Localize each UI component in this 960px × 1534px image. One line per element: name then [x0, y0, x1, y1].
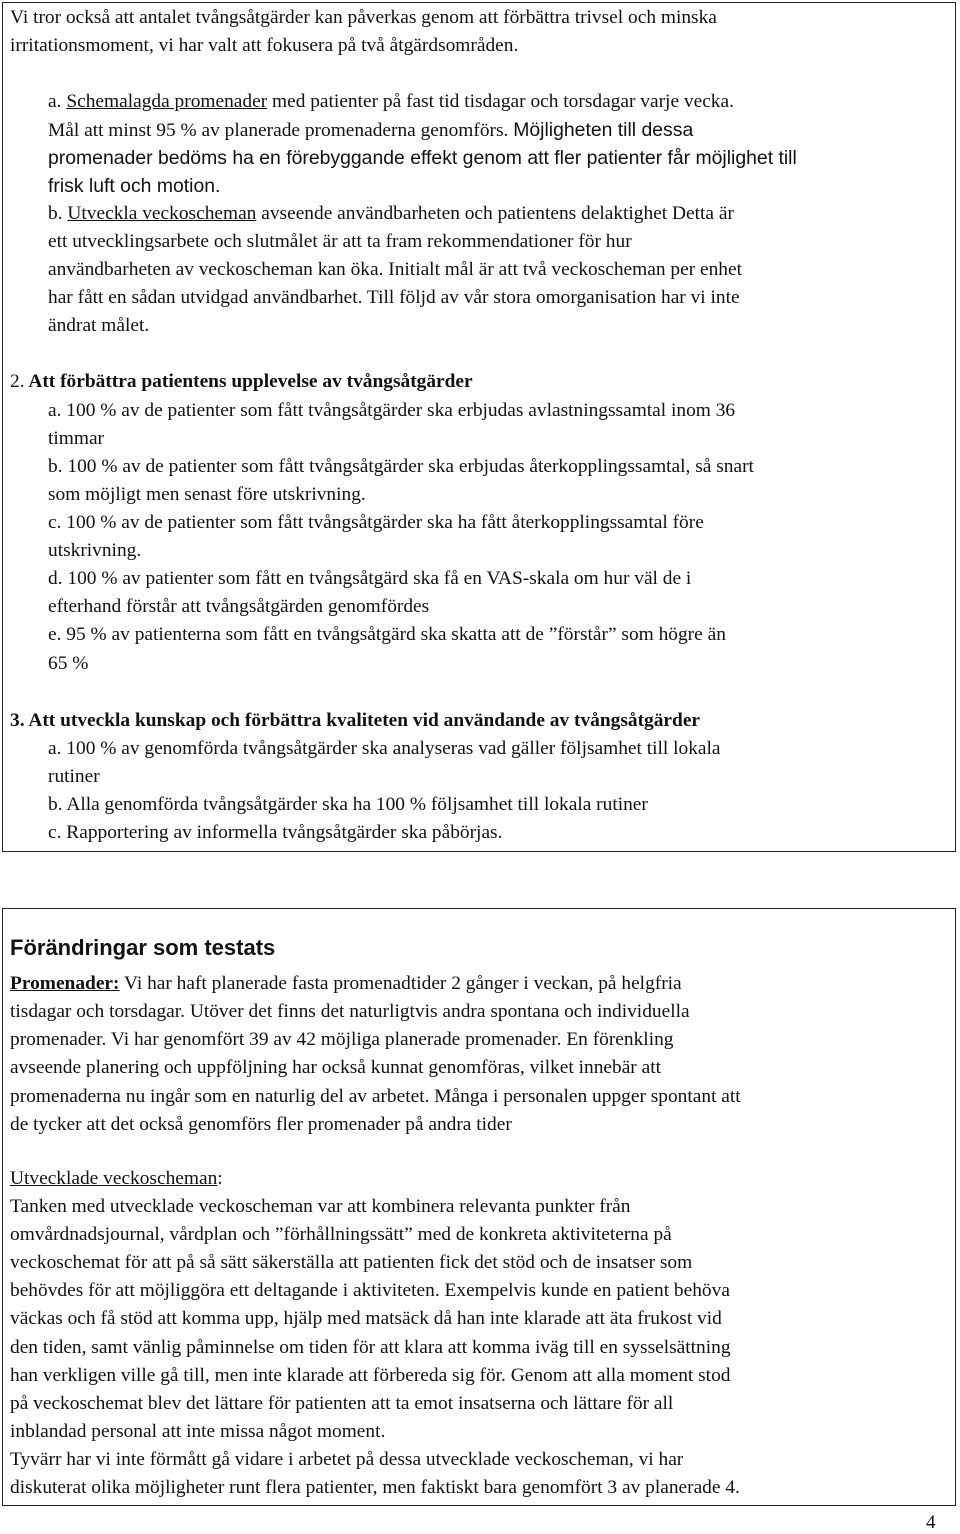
section-2-heading [10, 370, 473, 394]
veckoscheman-line: veckoschemat för att på så sätt säkerställa att patienten fick det stöd och de insatser som [10, 1252, 693, 1273]
section-3-line: c. Rapportering av informella tvångsåtgärder ska påbörjas. [48, 822, 503, 843]
veckoscheman-line: han verkligen ville gå till, men inte klarade att förbereda sig för. Genom att alla moment stod [10, 1365, 731, 1386]
veckoscheman-line: behövdes för att möjliggöra ett deltagande i aktiviteten. Exempelvis kunde en patient behöva [10, 1280, 730, 1301]
veckoscheman-label: Utvecklade veckoscheman [10, 1168, 218, 1189]
item-b-rest: avseende användbarheten och patientens delaktighet Detta är [256, 203, 734, 224]
promenader-line [10, 972, 682, 996]
veckoscheman-colon: : [217, 1168, 223, 1189]
section-3-line: rutiner [48, 766, 100, 787]
item-b-title: Utveckla veckoscheman [67, 203, 257, 224]
item-a-line [48, 118, 693, 143]
item-b-line: ändrat målet. [48, 315, 150, 336]
section-2-line: timmar [48, 428, 105, 449]
item-b-line: ett utvecklingsarbete och slutmålet är att ta fram rekommendationer för hur [48, 231, 632, 252]
section-2-line: c. 100 % av de patienter som fått tvångsåtgärder ska ha fått återkopplingssamtal före [48, 512, 704, 533]
promenader-line: de tycker att det också genomförs fler promenader på andra tider [10, 1114, 512, 1135]
intro-line: irritationsmoment, vi har valt att fokusera på två åtgärdsområden. [10, 35, 519, 56]
promenader-line: promenader. Vi har genomfört 39 av 42 möjliga planerade promenader. En förenkling [10, 1029, 674, 1050]
veckoscheman-line: diskuterat olika möjligheter runt flera patienter, men faktiskt bara genomfört 3 av planerade 4. [10, 1477, 740, 1498]
item-a-line: frisk luft och motion. [48, 175, 221, 197]
section-2-line: 65 % [48, 653, 89, 674]
item-a-title: Schemalagda promenader [66, 91, 268, 112]
section-2-line: som möjligt men senast före utskrivning. [48, 484, 366, 505]
section-3-heading: 3. Att utveckla kunskap och förbättra kvaliteten vid användande av tvångsåtgärder [10, 710, 701, 731]
item-b-line: har fått en sådan utvidgad användbarhet. Till följd av vår stora omorganisation har vi inte [48, 287, 740, 308]
veckoscheman-line: Tyvärr har vi inte förmått gå vidare i arbetet på dessa utvecklade veckoscheman, vi har [10, 1449, 684, 1470]
section-2-line: b. 100 % av de patienter som fått tvångsåtgärder ska erbjudas återkopplingssamtal, så snart [48, 456, 754, 477]
section-2-title: Att förbättra patientens upplevelse av tvångsåtgärder [24, 371, 473, 392]
item-b-marker: b. [48, 203, 63, 224]
veckoscheman-heading [10, 1167, 223, 1191]
item-b-line [48, 202, 734, 226]
item-a-line: promenader bedöms ha en förebyggande effekt genom att fler patienter får möjlighet till [48, 147, 797, 169]
section-2-line: efterhand förstår att tvångsåtgärden genomfördes [48, 596, 430, 617]
item-a-rest: med patienter på fast tid tisdagar och torsdagar varje vecka. [267, 91, 734, 112]
promenader-label: Promenader: [10, 973, 120, 994]
page-number: 4 [926, 1512, 936, 1533]
promenader-line: promenaderna nu ingår som en naturlig del av arbetet. Många i personalen uppger spontant att [10, 1086, 741, 1107]
veckoscheman-line: inblandad personal att inte missa något moment. [10, 1421, 386, 1442]
veckoscheman-line: Tanken med utvecklade veckoscheman var att kombinera relevanta punkter från [10, 1196, 631, 1217]
section-2-line: e. 95 % av patienterna som fått en tvångsåtgärd ska skatta att de ”förstår” som högre än [48, 624, 726, 645]
section-2-number: 2. [10, 371, 25, 392]
intro-line: Vi tror också att antalet tvångsåtgärder kan påverkas genom att förbättra trivsel och minska [10, 7, 717, 28]
section-2-line: d. 100 % av patienter som fått en tvångsåtgärd ska få en VAS-skala om hur väl de i [48, 568, 692, 589]
promenader-line: avseende planering och uppföljning har också kunnat genomföras, vilket innebär att [10, 1057, 661, 1078]
veckoscheman-line: på veckoschemat blev det lättare för patienten att ta emot insatserna och lättare för all [10, 1393, 674, 1414]
item-b-line: användbarheten av veckoscheman kan öka. Initialt mål är att två veckoscheman per enhet [48, 259, 742, 280]
section-3-line: a. 100 % av genomförda tvångsåtgärder ska analyseras vad gäller följsamhet till lokala [48, 738, 721, 759]
veckoscheman-line: den tiden, samt vänlig påminnelse om tiden för att klara att komma iväg till en sysselsättning [10, 1337, 731, 1358]
item-a-possibility: Möjligheten till dessa [513, 119, 694, 141]
section-3-line: b. Alla genomförda tvångsåtgärder ska ha 100 % följsamhet till lokala rutiner [48, 794, 648, 815]
section-2-line: utskrivning. [48, 540, 142, 561]
promenader-line: tisdagar och torsdagar. Utöver det finns det naturligtvis andra spontana och individuella [10, 1001, 690, 1022]
veckoscheman-line: omvårdnadsjournal, vårdplan och ”förhållningssätt” med de konkreta aktiviteterna på [10, 1224, 672, 1245]
item-a-line [48, 90, 734, 114]
promenader-first: Vi har haft planerade fasta promenadtider 2 gånger i veckan, på helgfria [119, 973, 682, 994]
item-a-goal: Mål att minst 95 % av planerade promenaderna genomförs. [48, 120, 514, 141]
veckoscheman-line: väckas och få stöd att komma upp, hjälp med matsäck då han inte klarade att äta frukost vid [10, 1308, 722, 1329]
item-a-marker: a. [48, 91, 62, 112]
section-2-line: a. 100 % av de patienter som fått tvångsåtgärder ska erbjudas avlastningssamtal inom 36 [48, 400, 736, 421]
changes-heading: Förändringar som testats [10, 935, 276, 960]
